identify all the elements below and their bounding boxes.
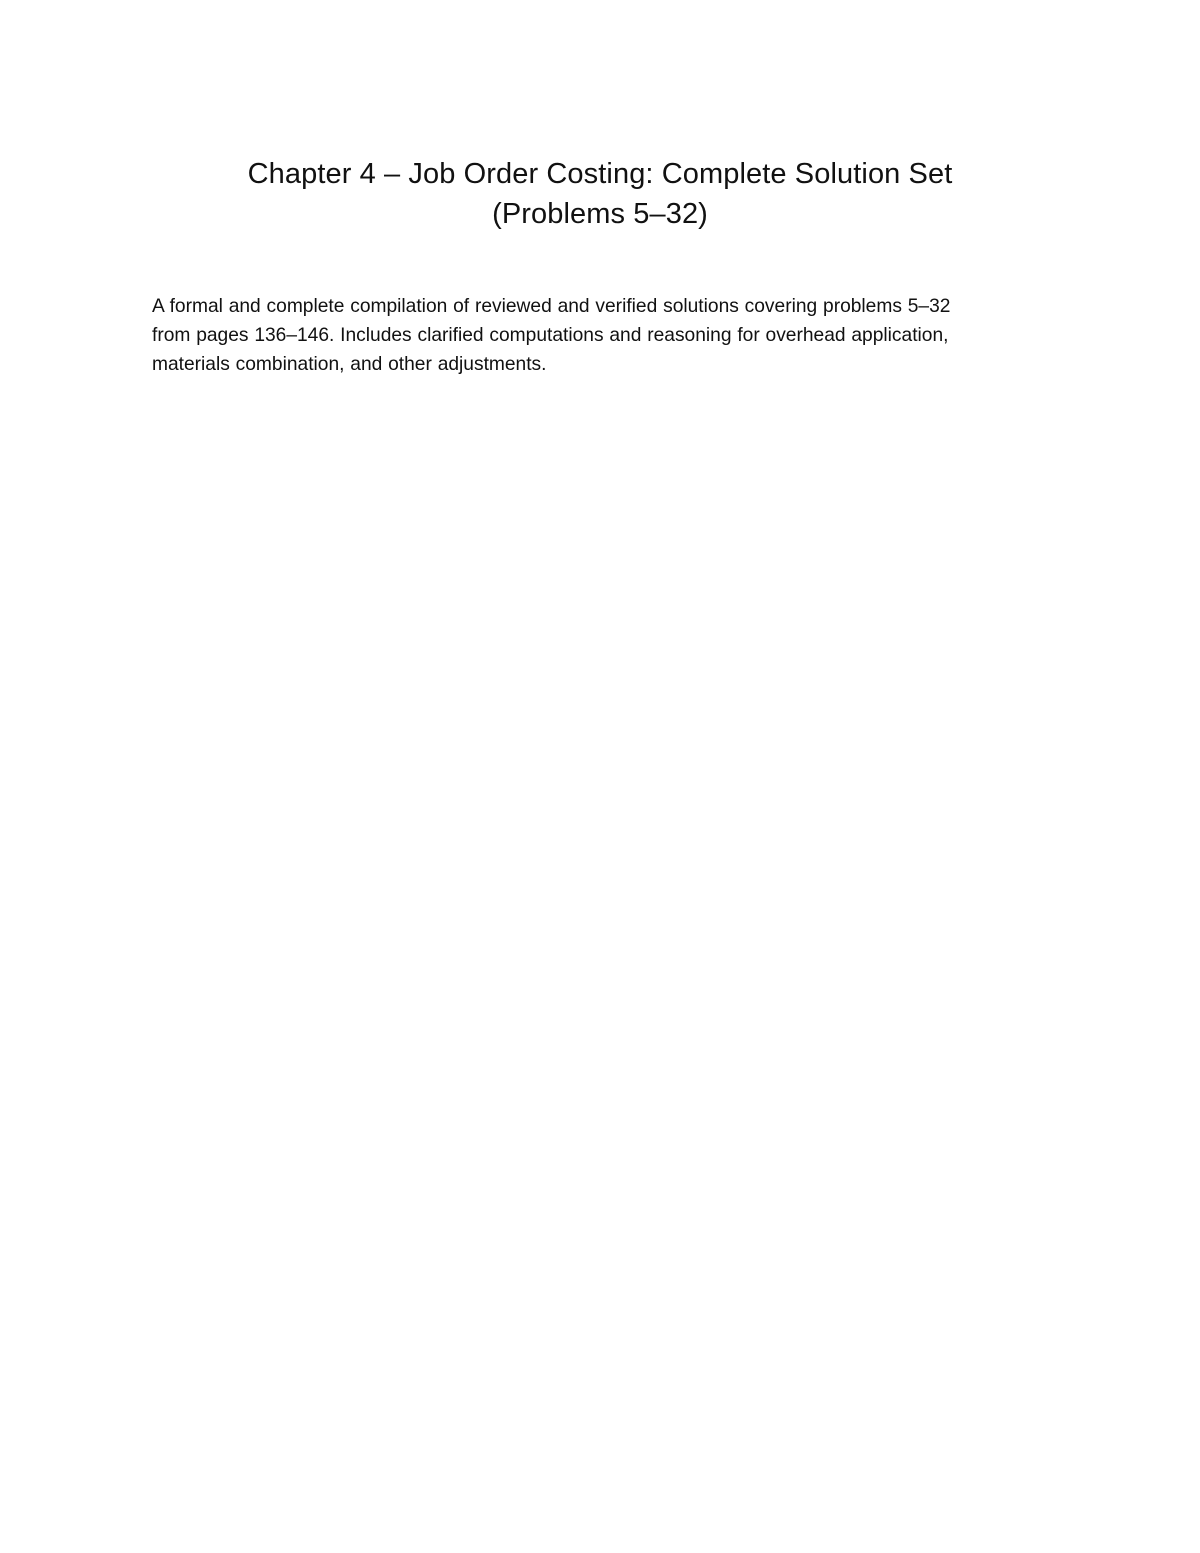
abstract-paragraph [152, 292, 1057, 379]
abstract-line: A formal and complete compilation of reviewed and verified solutions covering problems 5–32 [152, 296, 951, 317]
abstract-line: materials combination, and other adjustments. [152, 354, 547, 375]
document-title [150, 154, 1050, 234]
title-line-1: Chapter 4 – Job Order Costing: Complete Solution Set [247, 158, 953, 190]
abstract-line: from pages 136–146. Includes clarified computations and reasoning for overhead application, [152, 325, 949, 346]
title-line-2: (Problems 5–32) [492, 198, 708, 230]
